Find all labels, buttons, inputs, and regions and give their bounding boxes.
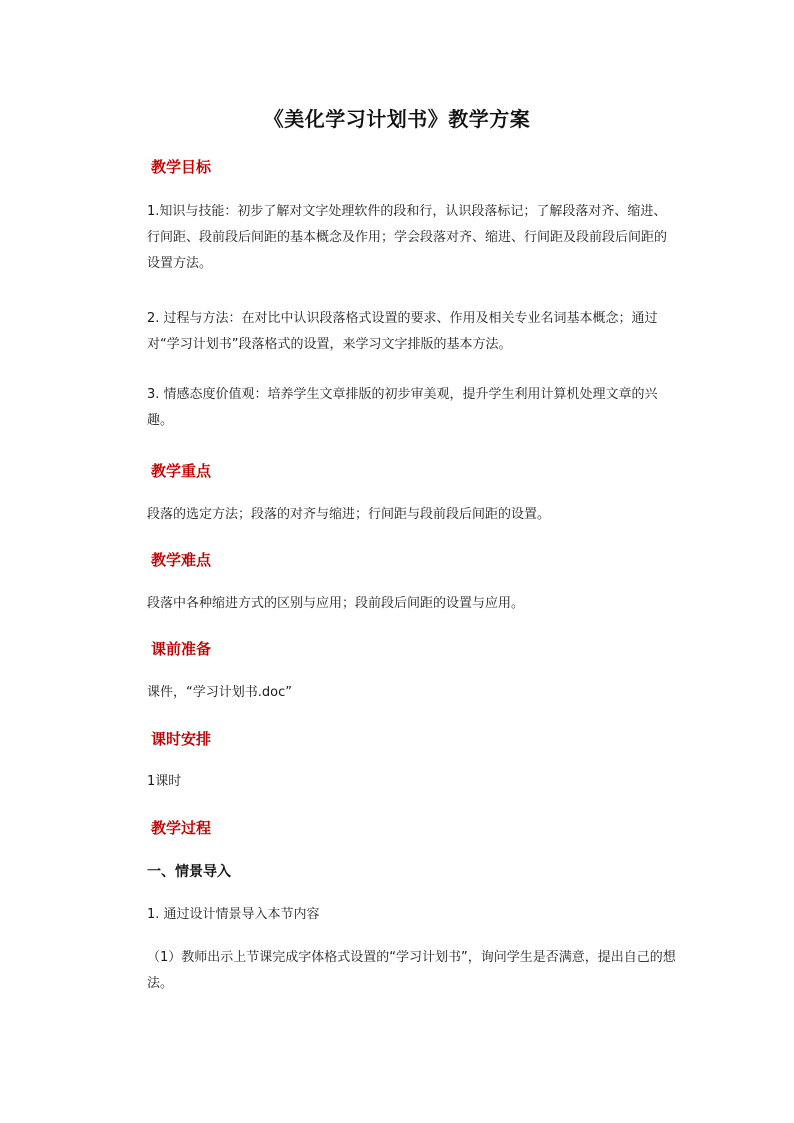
goal-item-knowledge: 1.知识与技能：初步了解对文字处理软件的段和行，认识段落标记；了解段落对齐、缩进、行间距、段前段后间距的基本概念及作用；学会段落对齐、缩进、行间距及段前段后间距的设置方法。 bbox=[147, 204, 668, 271]
section-heading-key-points: 教学重点 bbox=[151, 462, 212, 480]
section-heading-goals: 教学目标 bbox=[151, 158, 212, 176]
difficulties-text: 段落中各种缩进方式的区别与应用；段前段后间距的设置与应用。 bbox=[147, 596, 525, 611]
key-points-text: 段落的选定方法；段落的对齐与缩进；行间距与段前段后间距的设置。 bbox=[147, 507, 551, 522]
schedule-text: 1课时 bbox=[147, 774, 182, 789]
document-title: 《美化学习计划书》教学方案 bbox=[263, 107, 531, 131]
section-heading-schedule: 课时安排 bbox=[151, 730, 212, 748]
section-heading-process: 教学过程 bbox=[151, 819, 212, 837]
section-heading-difficulties: 教学难点 bbox=[151, 551, 212, 569]
preparation-text: 课件，“学习计划书.doc” bbox=[147, 685, 292, 700]
goal-item-attitude: 3. 情感态度价值观：培养学生文章排版的初步审美观，提升学生利用计算机处理文章的兴趣。 bbox=[147, 387, 658, 428]
process-step-1: 1. 通过设计情景导入本节内容 bbox=[147, 907, 320, 922]
goal-item-process: 2. 过程与方法：在对比中认识段落格式设置的要求、作用及相关专业名词基本概念；通过对“学习计划书”段落格式的设置，来学习文字排版的基本方法。 bbox=[147, 311, 658, 352]
section-heading-preparation: 课前准备 bbox=[151, 640, 212, 658]
process-step-1-detail: （1）教师出示上节课完成字体格式设置的“学习计划书”，询问学生是否满意，提出自己的想法。 bbox=[147, 950, 676, 991]
process-subheading-intro: 一、情景导入 bbox=[147, 864, 231, 880]
